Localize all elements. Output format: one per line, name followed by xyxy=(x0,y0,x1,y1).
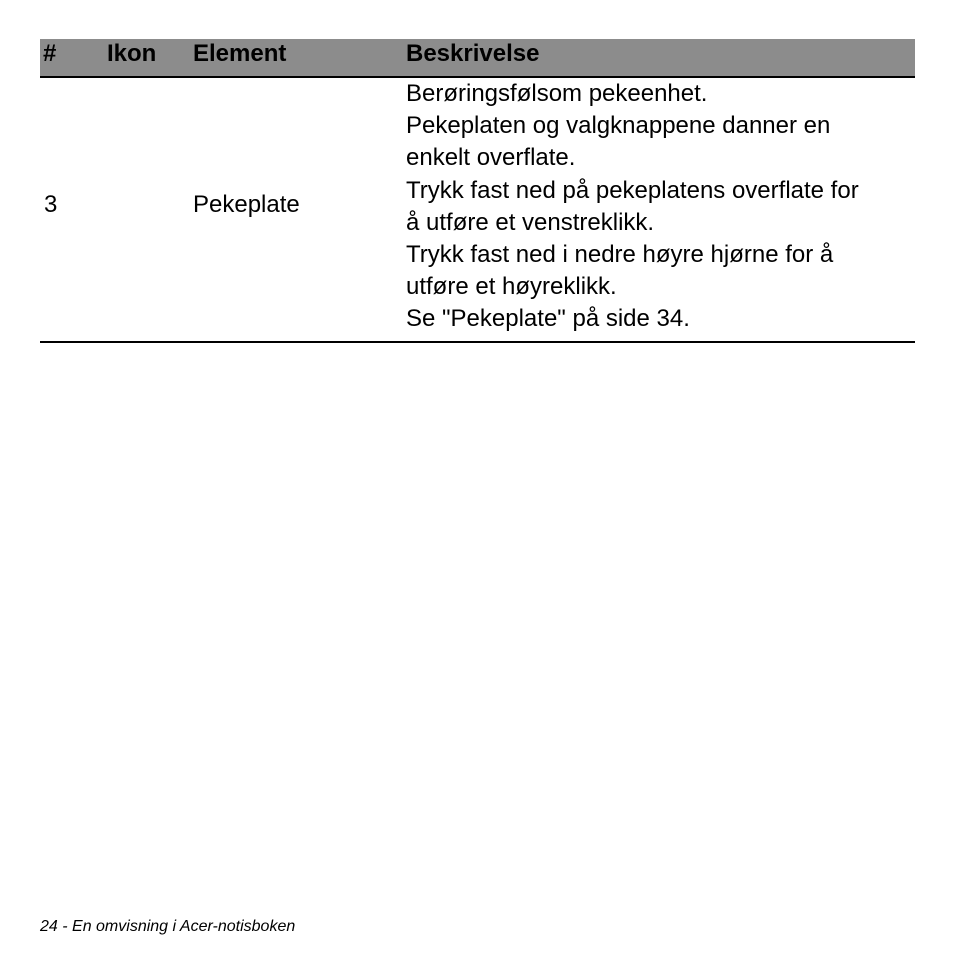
description-line: Pekeplaten og valgknappene danner en xyxy=(406,112,831,140)
header-num: # xyxy=(43,40,57,67)
row-description xyxy=(406,78,911,336)
description-line: Se "Pekeplate" på side 34. xyxy=(406,305,690,333)
description-line: å utføre et venstreklikk. xyxy=(406,208,655,236)
description-line: utføre et høyreklikk. xyxy=(406,273,617,301)
component-table xyxy=(40,39,915,343)
table-row xyxy=(40,78,915,343)
description-line: Berøringsfølsom pekeenhet. xyxy=(406,80,708,107)
description-line: Trykk fast ned i nedre høyre hjørne for å xyxy=(406,241,834,269)
description-line: enkelt overflate. xyxy=(406,144,576,172)
header-description: Beskrivelse xyxy=(406,40,540,67)
header-icon: Ikon xyxy=(107,40,157,67)
description-line: Trykk fast ned på pekeplatens overflate for xyxy=(406,176,859,204)
row-num: 3 xyxy=(44,191,58,218)
row-element: Pekeplate xyxy=(193,191,300,218)
page-footer: 24 - En omvisning i Acer-notisboken xyxy=(40,918,296,935)
header-element: Element xyxy=(193,40,287,67)
table-header xyxy=(40,39,915,78)
